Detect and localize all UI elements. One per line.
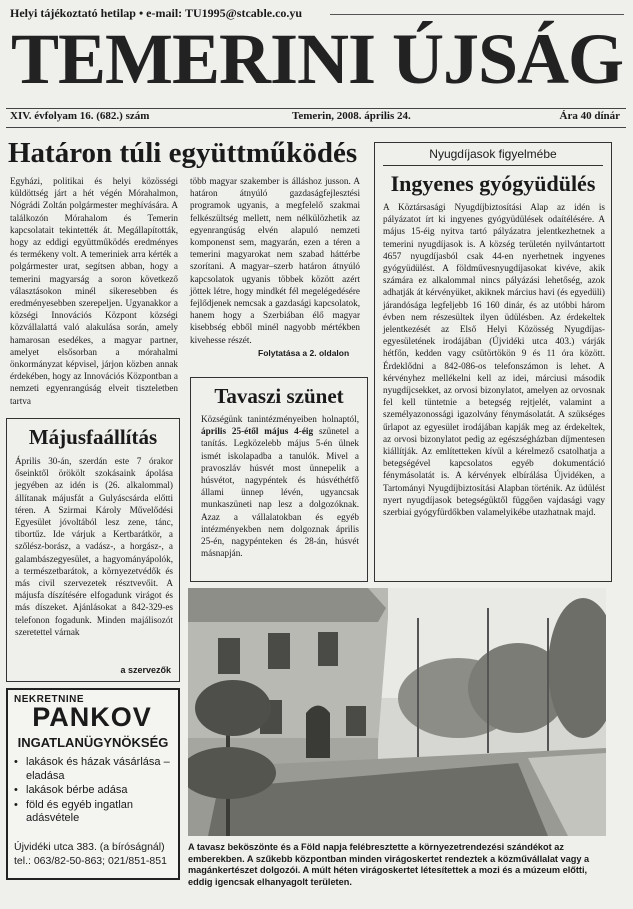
ad-phone: tel.: 063/82-50-863; 021/851-851 <box>14 855 167 867</box>
main-article-col1: Egyházi, politikai és helyi közösségi küldöttség járt a hét végén Mórahalmon, Nógrádi Zoltán polgármester meghívására. A találkozón Mórahalom és Temerin kapcsolatait tekintették át. Megállapították, hogy az eddigi együttműködés eredményes és termékeny volt. A temeriniek arra kérték a polgármester urat, segítsen abban, hogy a temerini magyarság a soron következő választásokon minél sikeresebben és eredményesebben szerepeljen. Ugyanakkor a községi Innovációs Központ községi közvállalattá való alakulása során, amely hamarosan esedékes, a magyar partner, amelyet elsősorban a mórahalmi önkormányzat képvisel, járjon közben annak érdekében, hogy az Innovációs Központban a nemzeti egyenrangúság elveit tiszteletben tartva <box>10 176 178 406</box>
spring-break-text <box>201 413 359 559</box>
photo-caption: A tavasz beköszönte és a Föld napja felébresztette a környezetrendezési szándékot az emberekben. A szűkebb központban minden virágoskertet rendeztek a közművállalat vagy a magánkertészet dolgozói. A múlt héten virágoskertet létesítettek a mozi és a múzeum előtti, eddig igencsak elhanyagolt területen. <box>188 842 590 887</box>
may-pole-box <box>6 418 180 682</box>
spring-break-dates: április 25-étől május 4-éig <box>201 426 314 437</box>
issue-date: Temerin, 2008. április 24. <box>292 110 411 122</box>
price-label: Ára 40 dínár <box>559 110 620 122</box>
volume-label: XIV. évfolyam 16. (682.) szám <box>10 110 150 122</box>
pension-kicker-rule <box>383 165 603 166</box>
street-photo <box>188 588 606 836</box>
issue-bar <box>6 108 626 128</box>
ad-services-list <box>14 756 174 827</box>
masthead: TEMERINI ÚJSÁG <box>10 19 624 99</box>
street-photo-illustration <box>188 588 606 836</box>
main-headline: Határon túli együttműködés <box>8 137 358 169</box>
tagline: Helyi tájékoztató hetilap • e-mail: TU1995@stcable.co.yu <box>10 6 303 20</box>
tagline-rule <box>330 14 624 15</box>
main-article-col2: több magyar szakember is álláshoz jusson. A határon átnyúló gazdaságfejlesztési programok ugyanis, a megfelelő szakmai felkészültség mellett, nem nélkülözhetik az egyenrangúság elvén alapuló nemzeti komponenst sem, magyarán, ezen a téren a temerini magyarokat nem szabad háttérbe szorítani. A magyar–szerb határon átnyúló kapcsolatok ugyanis többek között azért jöttek létre, hogy mindkét fél megelégedésére fejlődjenek nemcsak a gazdasági kapcsolatok, hanem hogy a Szerbiában élő magyar kisebbség ebből minél nagyobb mértékben kivehesse részét. <box>190 176 360 345</box>
spring-break-title: Tavaszi szünet <box>214 384 344 408</box>
ad-contact <box>14 840 174 868</box>
spring-break-box <box>190 377 368 582</box>
ad-service-item: • lakások bérbe adása <box>14 784 174 798</box>
ad-subtitle: INGATLANÜGYNÖKSÉG <box>17 735 169 750</box>
pension-text: A Köztársasági Nyugdíjbiztosítási Alap az idén is pályázatot írt ki ingyenes gyógyüdülések odaítélésére. A május 15-éig nyitva tartó pályázatra jelentkezhetnek a temerini nyugdíjasok is. A község területén nyilvántartott 4657 nyugdíjasból csak 44-en nyerhetnek ingyenes gyógyüdülést. A földművesnyugdíjasokat kivéve, akik számára ez alkalommal nincs pályázási lehetőség, azok adhatják át kérvényüket, akiknek március havi (és egyedüli) járandósága legfeljebb 16 160 dinár, és az utóbbi három évben nem részesültek ilyen üdülésben. Az érdekeltek jelentkezését az Első Helyi Közösség Nyugdíjas-egyesületének irodájában (Újvidéki utca 403.) várják hétfőn, kedden vagy csütörtökön 9 és 11 óra között. Érdeklődni a 842-086-os telefonszámon is lehet. A kérvényhez mellékelni kell az idei, márciusi második nyugdíjcsekket, az orvosi bizonylatot, amelyen az orvosnak fel kell tüntetnie a betegség rejtjelét, valamint a személyazonossági igazolvány fénymásolatát. A szükséges űrlapot az egyesület irodájában kapják meg az érdekeltek, az orvosi bizonylatot pedig az egészségházban díjmentesen kiállítják. Az említetteken kívül a kérelmező csatolhatja a betegségével kapcsolatos egyéb dokumentáció fénymásolatát is. A kérvények elbírálása Újvidéken, a Tartományi Nyugdíjbiztosítási Alapban történik. Az üdülést nyert nyugdíjasok betegségüktől függően vajdasági vagy szerbiai gyógyfürdőkben valamelyikébe utazhatnak majd. <box>383 202 605 518</box>
may-pole-title: Májusfaállítás <box>28 425 158 449</box>
continued-note: Folytatása a 2. oldalon <box>258 348 350 358</box>
may-pole-text: Április 30-án, szerdán este 7 órakor őseinktől örökölt szokásaink ápolása jegyében az idén is (26. alkalommal) állítanak májusfát a Gulyáscsárda előtti téren. A Szirmai Károly Művelődési Egyesület jóvoltából lesz zene, tánc, tibortűz. Ide várjuk a Kertbarátkör, a szőlész-borász, a vadász-, a horgász-, a galambászegyesület, a hagyományápolók, a természetbarátok, a környezetvédők és más civil szervezetek résztvevőit. A májusfa díszítésére elfogadunk virágot és más díszeket. Ajánlásokat a 842-329-es telefonon fogadunk. Minden majálisozót szeretettel várnak <box>15 456 173 637</box>
ad-address: Újvidéki utca 383. (a bíróságnál) <box>14 841 165 853</box>
pension-title: Ingyenes gyógyüdülés <box>390 171 596 196</box>
ad-service-item: • föld és egyéb ingatlan adásvétele <box>14 799 174 826</box>
ad-service-item: • lakások és házak vásárlása – eladása <box>14 756 174 783</box>
spring-break-text-a: Községünk tanintézményeiben holnaptól, <box>201 414 359 424</box>
pension-kicker: Nyugdíjasok figyelmébe <box>429 147 557 161</box>
ad-prefix: NEKRETNINE <box>14 694 85 705</box>
pension-box <box>374 142 612 582</box>
pankov-ad[interactable] <box>6 688 180 880</box>
may-pole-signature: a szervezők <box>120 665 171 675</box>
spring-break-text-b: szünetel a tanítás. Legközelebb május 5-én ülnek ismét iskolapadba a tanulók. Mivel a pravoszláv húsvét most ünnepelik a húsvétot, nagypéntek és húsvéthétfő állami ünnep lévén, ugyancsak munkaszüneti nap lesz a dolgozóknak. Azaz a vállalatokban és egyéb intézményekben nem dolgoznak április 25-én, nagypénteken és 28-án, húsvét másnapján. <box>201 426 359 559</box>
ad-brand: PANKOV <box>32 702 152 732</box>
